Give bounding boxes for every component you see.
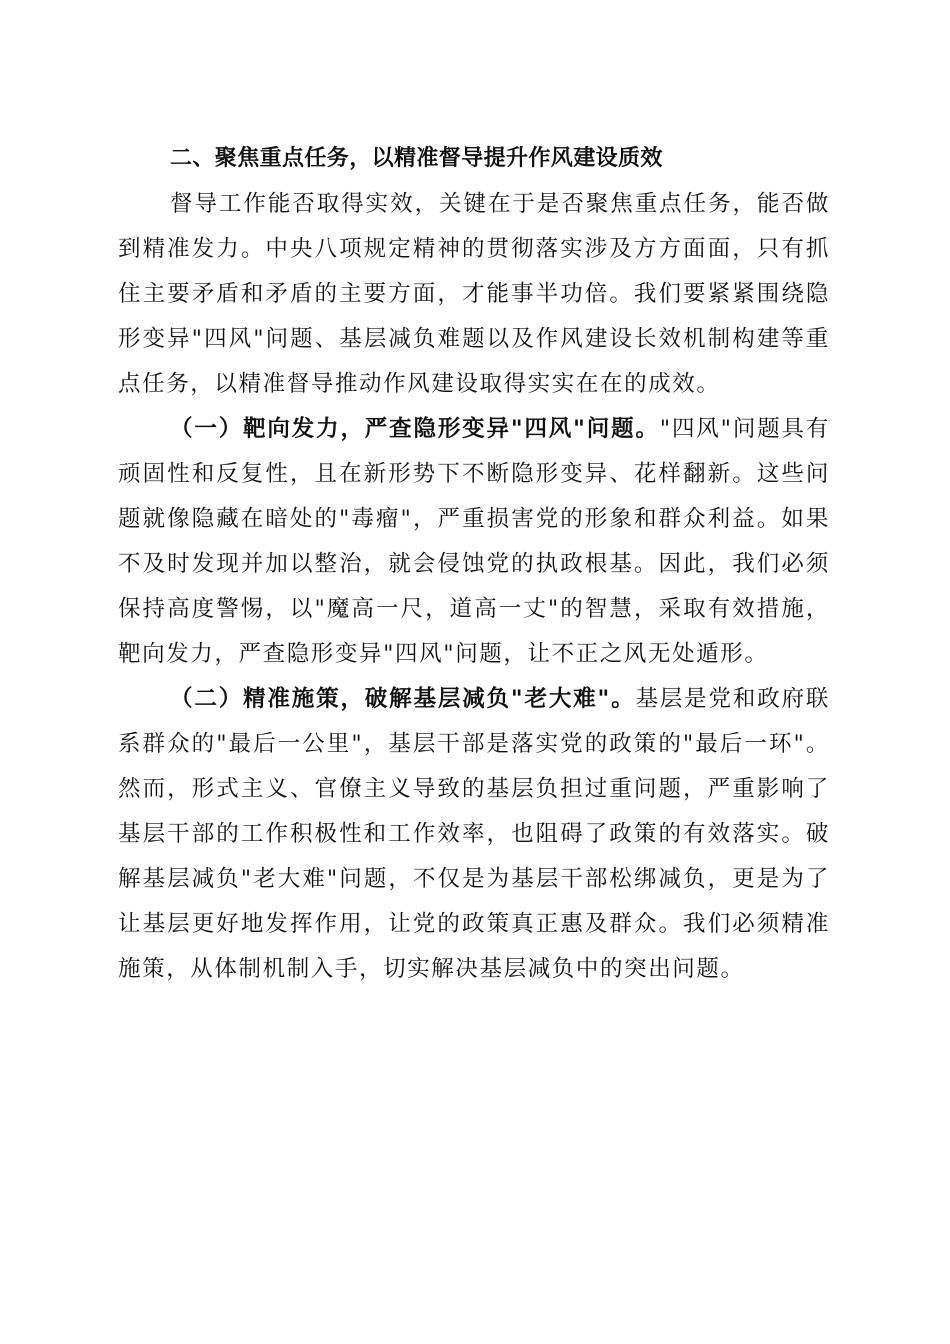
section-heading: 二、聚焦重点任务，以精准督导提升作风建设质效 <box>170 146 663 171</box>
paragraph-subsection-2 <box>118 677 830 992</box>
paragraph-text: "四风"问题具有顽固性和反复性，且在新形势下不断隐形变异、花样翻新。这些问题就像隐藏在暗处的"毒瘤"，严重损害党的形象和群众利益。如果不及时发现并加以整治，就会侵蚀党的执政根基。因此，我们必须保持高度警惕，以"魔高一尺，道高一丈"的智慧，采取有效措施，靶向发力，严查隐形变异"四风"问题，让不正之风无处遁形。 <box>118 416 831 667</box>
subsection-2-title: （二）精准施策，破解基层减负"老大难"。 <box>170 686 636 712</box>
paragraph-text: 基层是党和政府联系群众的"最后一公里"，基层干部是落实党的政策的"最后一环"。然而，形式主义、官僚主义导致的基层负担过重问题，严重影响了基层干部的工作积极性和工作效率，也阻碍了政策的有效落实。破解基层减负"老大难"问题，不仅是为基层干部松绑减负，更是为了让基层更好地发挥作用，让党的政策真正惠及群众。我们必须精准施策，从体制机制入手，切实解决基层减负中的突出问题。 <box>118 686 830 982</box>
subsection-1-title: （一）靶向发力，严查隐形变异"四风"问题。 <box>170 416 660 442</box>
paragraph-subsection-1 <box>118 407 830 677</box>
paragraph-intro <box>118 182 830 407</box>
document-body <box>118 136 830 992</box>
paragraph-text: 督导工作能否取得实效，关键在于是否聚焦重点任务，能否做到精准发力。中央八项规定精神的贯彻落实涉及方方面面，只有抓住主要矛盾和矛盾的主要方面，才能事半功倍。我们要紧紧围绕隐形变异"四风"问题、基层减负难题以及作风建设长效机制构建等重点任务，以精准督导推动作风建设取得实实在在的成效。 <box>118 191 830 397</box>
